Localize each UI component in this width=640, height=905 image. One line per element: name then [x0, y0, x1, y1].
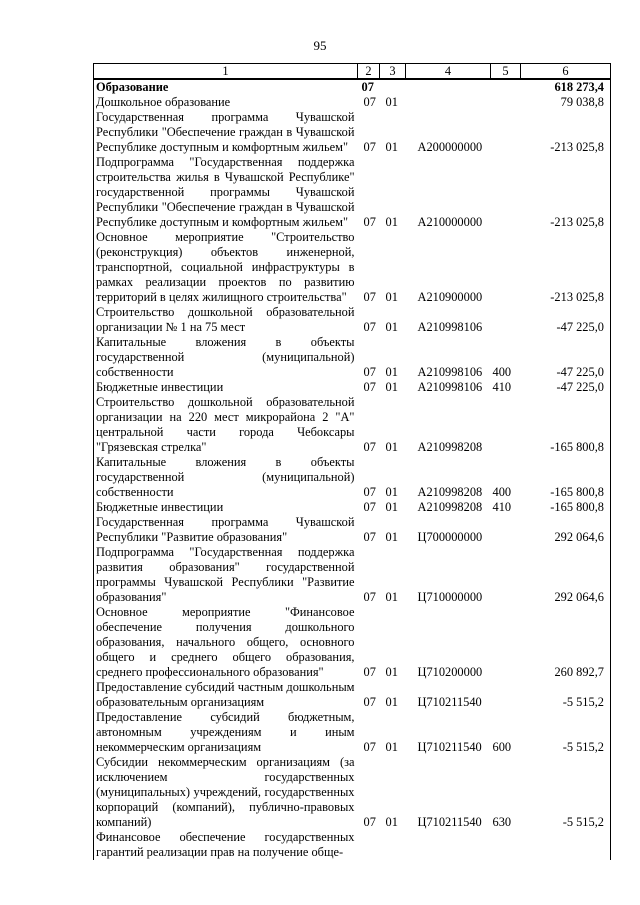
row-target-article [406, 95, 491, 110]
row-name: Бюджетные инвестиции [94, 380, 358, 395]
row-name: Предоставление субсидий частным дошкольным образовательным организациям [94, 680, 358, 710]
row-amount: -213 025,8 [521, 110, 611, 155]
row-expense-type [491, 95, 521, 110]
row-expense-type [491, 79, 521, 95]
header-col-1: 1 [94, 64, 358, 80]
table-row [94, 95, 611, 110]
row-name: Бюджетные инвестиции [94, 500, 358, 515]
row-expense-type [491, 545, 521, 605]
table-row [94, 515, 611, 545]
row-section: 07 [363, 140, 376, 154]
row-subsection: 01 [385, 815, 398, 829]
row-name: Финансовое обеспечение государственных гарантий реализации прав на получение обще- [94, 830, 358, 860]
row-expense-type [491, 230, 521, 305]
row-expense-type: 630 [492, 815, 512, 829]
row-expense-type [491, 305, 521, 335]
row-target-article: А210000000 [417, 215, 483, 229]
row-name: Образование [94, 79, 358, 95]
row-amount: -165 800,8 [521, 395, 611, 455]
row-amount: 618 273,4 [521, 79, 611, 95]
row-name: Государственная программа Чувашской Республики "Обеспечение граждан в Чувашской Республике доступным и комфортным жильем" [94, 110, 358, 155]
row-subsection: 01 [385, 665, 398, 679]
table-row [94, 830, 611, 860]
row-section: 07 [363, 695, 376, 709]
row-target-article [406, 830, 491, 860]
row-section: 07 [363, 740, 376, 754]
row-expense-type [491, 110, 521, 155]
row-amount: -5 515,2 [521, 710, 611, 755]
row-amount: 292 064,6 [521, 545, 611, 605]
row-target-article: Ц710000000 [417, 590, 483, 604]
row-subsection: 01 [385, 500, 398, 514]
table-row [94, 79, 611, 95]
row-name: Дошкольное образование [94, 95, 358, 110]
row-amount [521, 830, 611, 860]
row-target-article: А210900000 [417, 290, 483, 304]
row-subsection: 01 [385, 530, 398, 544]
row-expense-type: 400 [492, 365, 512, 379]
row-section: 07 [363, 500, 376, 514]
row-name: Государственная программа Чувашской Республики "Развитие образования" [94, 515, 358, 545]
budget-table [93, 63, 611, 860]
row-target-article: Ц710211540 [417, 695, 482, 709]
row-target-article: А210998208 [417, 485, 483, 499]
row-target-article: А210998208 [417, 500, 483, 514]
row-amount: -47 225,0 [521, 335, 611, 380]
row-amount: -47 225,0 [521, 305, 611, 335]
row-subsection: 01 [385, 440, 398, 454]
row-subsection: 01 [385, 95, 398, 109]
row-target-article: Ц700000000 [417, 530, 483, 544]
row-name: Подпрограмма "Государственная поддержка строительства жилья в Чувашской Республике" государственной программы Чувашской Республики "Обеспечение граждан в Чувашской Республике доступным и комфортным жильем" [94, 155, 358, 230]
table-row [94, 155, 611, 230]
row-subsection [380, 830, 406, 860]
row-target-article: А210998106 [417, 320, 483, 334]
row-subsection: 01 [385, 140, 398, 154]
row-amount: 260 892,7 [521, 605, 611, 680]
row-section: 07 [363, 215, 376, 229]
row-amount: 292 064,6 [521, 515, 611, 545]
header-col-2: 2 [358, 64, 380, 80]
row-name: Предоставление субсидий бюджетным, автономным учреждениям и иным некоммерческим организациям [94, 710, 358, 755]
header-col-4: 4 [406, 64, 491, 80]
row-target-article: Ц710211540 [417, 815, 482, 829]
row-section [358, 830, 380, 860]
row-expense-type: 410 [492, 380, 512, 394]
row-section: 07 [363, 590, 376, 604]
row-name: Основное мероприятие "Строительство (реконструкция) объектов инженерной, транспортной, социальной инфраструктуры в рамках реализации проектов по развитию территорий в целях жилищного строительства" [94, 230, 358, 305]
row-section: 07 [363, 485, 376, 499]
table-row [94, 500, 611, 515]
row-subsection: 01 [385, 215, 398, 229]
row-target-article: А210998106 [417, 365, 483, 379]
row-subsection: 01 [385, 380, 398, 394]
row-name: Капитальные вложения в объекты государственной (муниципальной) собственности [94, 335, 358, 380]
row-amount: -165 800,8 [521, 500, 611, 515]
row-expense-type [491, 395, 521, 455]
row-name: Основное мероприятие "Финансовое обеспечение получения дошкольного образования, начального общего, основного общего и среднего общего образования, среднего профессионального образования" [94, 605, 358, 680]
row-target-article: А210998106 [417, 380, 483, 394]
row-section: 07 [361, 80, 374, 94]
table-row [94, 305, 611, 335]
row-target-article: Ц710200000 [417, 665, 483, 679]
row-expense-type [491, 515, 521, 545]
row-amount: -47 225,0 [521, 380, 611, 395]
header-col-5: 5 [491, 64, 521, 80]
table-row [94, 545, 611, 605]
row-amount: -213 025,8 [521, 230, 611, 305]
row-subsection: 01 [385, 590, 398, 604]
row-section: 07 [363, 530, 376, 544]
row-section: 07 [363, 290, 376, 304]
row-expense-type: 410 [492, 500, 512, 514]
row-subsection: 01 [385, 695, 398, 709]
row-amount: 79 038,8 [521, 95, 611, 110]
row-section: 07 [363, 440, 376, 454]
row-subsection: 01 [385, 320, 398, 334]
header-col-3: 3 [380, 64, 406, 80]
row-name: Подпрограмма "Государственная поддержка развития образования" государственной программы Чувашской Республики "Развитие образования" [94, 545, 358, 605]
row-name: Капитальные вложения в объекты государственной (муниципальной) собственности [94, 455, 358, 500]
table-row [94, 680, 611, 710]
row-subsection: 01 [385, 365, 398, 379]
row-expense-type: 400 [492, 485, 512, 499]
table-row [94, 395, 611, 455]
table-row [94, 755, 611, 830]
row-section: 07 [363, 95, 376, 109]
row-subsection: 01 [385, 485, 398, 499]
row-subsection: 01 [385, 290, 398, 304]
row-expense-type [491, 830, 521, 860]
row-expense-type [491, 155, 521, 230]
row-amount: -5 515,2 [521, 755, 611, 830]
table-row [94, 110, 611, 155]
row-amount: -213 025,8 [521, 155, 611, 230]
header-col-6: 6 [521, 64, 611, 80]
row-target-article: Ц710211540 [417, 740, 482, 754]
row-subsection: 01 [385, 740, 398, 754]
row-target-article: А210998208 [417, 440, 483, 454]
table-row [94, 380, 611, 395]
table-header [94, 64, 611, 80]
table-row [94, 230, 611, 305]
table-row [94, 335, 611, 380]
table-body [94, 79, 611, 860]
row-section: 07 [363, 665, 376, 679]
table-row [94, 455, 611, 500]
row-subsection [380, 79, 406, 95]
row-section: 07 [363, 320, 376, 334]
page-number: 95 [313, 38, 327, 53]
row-name: Строительство дошкольной образовательной организации № 1 на 75 мест [94, 305, 358, 335]
row-target-article [406, 79, 491, 95]
row-target-article: А200000000 [417, 140, 483, 154]
row-section: 07 [363, 815, 376, 829]
row-section: 07 [363, 380, 376, 394]
row-expense-type: 600 [492, 740, 512, 754]
row-expense-type [491, 605, 521, 680]
row-section: 07 [363, 365, 376, 379]
row-name: Строительство дошкольной образовательной организации на 220 мест микрорайона 2 "А" центральной части города Чебоксары "Грязевская стрелка" [94, 395, 358, 455]
row-name: Субсидии некоммерческим организациям (за исключением государственных (муниципальных) учреждений, государственных корпораций (компаний), публично-правовых компаний) [94, 755, 358, 830]
row-amount: -5 515,2 [521, 680, 611, 710]
row-amount: -165 800,8 [521, 455, 611, 500]
row-expense-type [491, 680, 521, 710]
table-row [94, 710, 611, 755]
table-row [94, 605, 611, 680]
